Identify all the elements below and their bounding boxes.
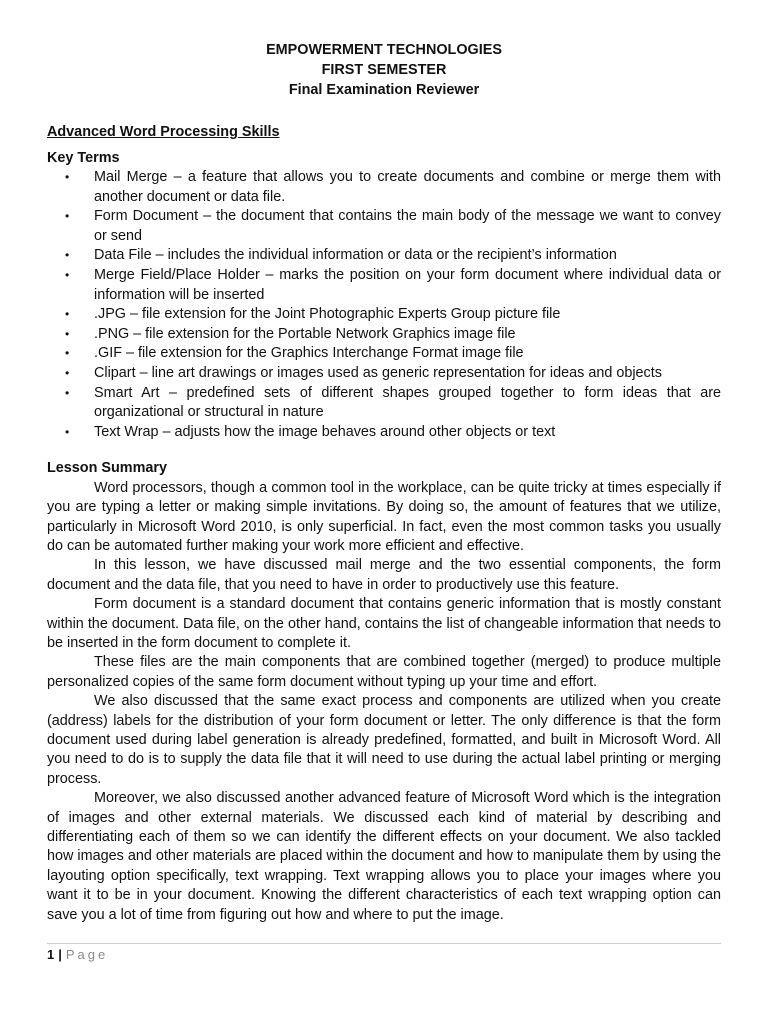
summary-paragraph: In this lesson, we have discussed mail merge and the two essential components, the form document and the data file, that you need to have in order to productively use this feature.: [47, 557, 721, 593]
key-term-item: • Mail Merge – a feature that allows you to create documents and combine or merge them with another document or data file.: [65, 169, 721, 205]
bullet-icon: •: [65, 267, 70, 282]
key-term-item: • .GIF – file extension for the Graphics Interchange Format image file: [47, 344, 721, 364]
bullet-icon: •: [65, 385, 70, 400]
document-page: [47, 40, 721, 925]
header-subject: EMPOWERMENT TECHNOLOGIES: [266, 42, 502, 58]
key-term-item: • .JPG – file extension for the Joint Photographic Experts Group picture file: [47, 305, 721, 325]
bullet-icon: •: [65, 346, 70, 361]
bullet-icon: •: [65, 424, 70, 439]
key-term-item: • Text Wrap – adjusts how the image behaves around other objects or text: [47, 423, 721, 443]
bullet-icon: •: [65, 365, 70, 380]
key-term-item: • .PNG – file extension for the Portable Network Graphics image file: [47, 325, 721, 345]
bullet-icon: •: [65, 307, 70, 322]
page-footer: [47, 946, 108, 964]
header-semester: FIRST SEMESTER: [321, 62, 447, 78]
key-terms-list: [47, 168, 721, 442]
section-title: Advanced Word Processing Skills: [47, 124, 280, 140]
summary-paragraph: These files are the main components that are combined together (merged) to produce multiple personalized copies of the same form document without typing up your time and effort.: [47, 654, 721, 690]
summary-paragraph: Form document is a standard document that contains generic information that is mostly constant within the document. Data file, on the other hand, contains the list of changeable information that needs to be inserted in the form document to complete it.: [47, 596, 721, 651]
document-header: [47, 40, 721, 100]
key-term-item: • Merge Field/Place Holder – marks the position on your form document where individual data or information will be inserted: [65, 266, 721, 303]
lesson-summary-heading: Lesson Summary: [47, 460, 167, 477]
page-label: Page: [65, 947, 109, 962]
summary-paragraph: Moreover, we also discussed another advanced feature of Microsoft Word which is the integration of images and other external materials. We discussed each kind of material by describing and differentiating each of them so we can identify the different effects on your document. We also tackled how images and other materials are placed within the document and how to manipulate them by using the layouting option specifically, text wrapping. Text wrapping allows you to place your images where you want it to be in your document. Knowing the different characteristics of each text wrapping option can save you a lot of time from figuring out how and where to put the image.: [47, 790, 721, 923]
header-exam-title: Final Examination Reviewer: [288, 82, 480, 98]
key-terms-heading: Key Terms: [47, 150, 120, 166]
bullet-icon: •: [65, 248, 70, 263]
bullet-icon: •: [65, 326, 70, 341]
key-term-item: • Data File – includes the individual information or data or the recipient’s information: [47, 246, 721, 266]
bullet-icon: •: [65, 209, 70, 224]
key-term-item: • Smart Art – predefined sets of different shapes grouped together to form ideas that are organizational or structural in nature: [65, 384, 721, 421]
footer-separator: |: [58, 947, 62, 962]
key-term-item: • Clipart – line art drawings or images used as generic representation for ideas and objects: [47, 364, 721, 384]
bullet-icon: •: [65, 170, 70, 184]
page-number: 1: [47, 947, 55, 962]
summary-paragraph: Word processors, though a common tool in the workplace, can be quite tricky at times especially if you are typing a letter or making simple invitations. By doing so, the amount of features that we utilize, particularly in Microsoft Word 2010, is only superficial. In fact, even the most common tasks you usually do can be automated further making your work more efficient and effective.: [47, 479, 721, 554]
key-term-item: • Form Document – the document that contains the main body of the message we want to convey or send: [65, 208, 721, 244]
summary-paragraph: We also discussed that the same exact process and components are utilized when you create (address) labels for the distribution of your form document or letter. The only difference is that the form document used during label generation is already predefined, formatted, and built in Microsoft Word. All you need to do is to supply the data file that it will need to use during the actual label printing or merging process.: [47, 693, 721, 787]
footer-divider: [47, 943, 721, 944]
